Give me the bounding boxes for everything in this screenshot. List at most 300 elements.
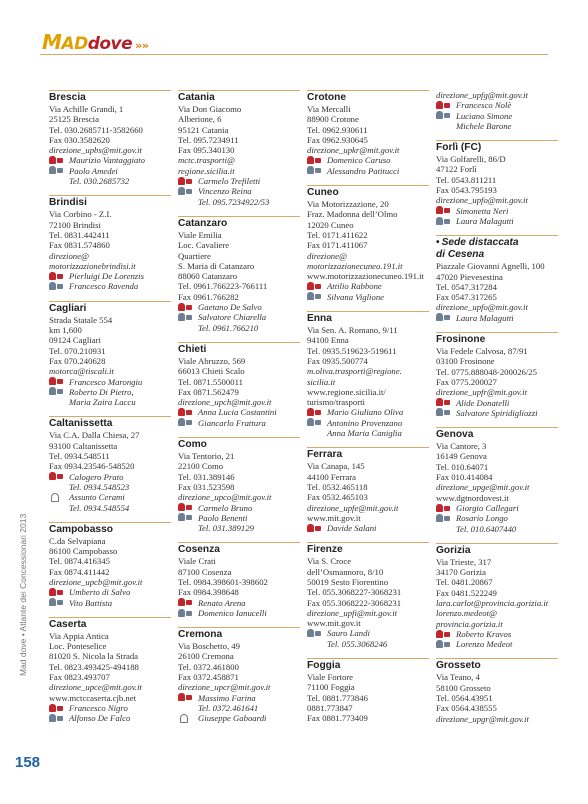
address-line: Fax 0543.795193 [436,185,497,196]
address-line: 94100 Enna [307,335,349,346]
address-line: Via Tentorio, 21 [178,451,235,462]
office-entry [436,427,558,534]
address-line: 47122 Forlì [436,164,477,175]
address-line: provincia.gorizia.it [436,618,503,629]
contact-link[interactable]: direzione_upfr@mit.gov.it [436,387,527,398]
address-line: 50019 Sesto Fiorentino [307,576,389,587]
person-outline-icon [49,493,64,502]
directory-column [307,90,429,780]
address-line: dell’Osmannoro, 8/10 [307,566,384,577]
address-line: 72100 Brindisi [49,219,101,230]
operator-icon-shape [307,282,314,290]
contact-icon [178,513,193,522]
operator-icon-shape [49,377,56,385]
contact-person [178,608,300,618]
contact-name: Tel. 031.389129 [198,523,254,534]
contact-name: Maria Zaira Laccu [69,397,136,408]
operator-icon-shape [307,156,314,164]
contact-icon [49,282,64,291]
contact-icon-shape [436,111,443,119]
contact-name: Maurizio Vantaggiato [69,155,146,166]
address-line: Via Trieste, 317 [436,556,492,567]
operator-icon-shape [49,272,56,280]
contact-icon-shape [307,629,314,637]
address-line: Tel. 0532.465118 [307,481,368,492]
logo-arrows-icon: »» [135,39,149,52]
contact-link[interactable]: lorenzo.medeot@ [436,608,497,619]
logo-m: M [42,30,62,54]
contact-name: Alide Donatelli [456,397,510,408]
office-entry [49,90,171,186]
contact-name: Salvatore Spiridigliozzi [456,407,538,418]
address-line: Tel. 0481.20867 [436,577,493,588]
contact-icon [49,166,64,175]
contact-name: Anna Lucia Costantini [198,407,277,418]
address-line: 26100 Cremona [178,651,234,662]
address-line: sicilia.it [307,376,336,387]
contact-name: Mario Giuliano Oliva [327,407,404,418]
person-outline-icon-shape [180,714,188,723]
contact-link[interactable]: direzione_upfo@mit.gov.it [436,195,528,206]
address-line: 66013 Chieti Scalo [178,366,245,377]
contact-link[interactable]: direzione_upcb@mit.gov.it [49,576,143,587]
office-entry [436,90,558,131]
address-line: 16149 Genova [436,451,487,462]
contact-icon-shape [307,292,314,300]
operator-icon-shape [178,177,185,185]
contact-name: Attilio Rabbone [327,281,382,292]
contact-name: Giorgio Callegari [456,502,519,513]
page-number: 158 [15,754,41,771]
contact-person [49,377,171,387]
contact-icon [436,514,451,523]
address-line: C.da Selvapiana [49,535,106,546]
office-title: Firenze [307,542,429,556]
contact-person [436,313,558,323]
contact-person [436,524,558,534]
contact-person [307,155,429,165]
address-line: Tel. 010.64071 [436,461,489,472]
directory-column [49,90,171,780]
contact-icon-shape [307,166,314,174]
operator-icon-shape [178,598,185,606]
address-line: Via Canapa, 145 [307,461,365,472]
operator-icon-shape [49,156,56,164]
office-title: Enna [307,311,429,325]
contact-person [436,121,558,131]
operator-icon [49,472,64,481]
contact-person [436,408,558,418]
address-line: Via C.A. Dalla Chiesa, 27 [49,430,140,441]
office-title: Catania [178,90,300,104]
contact-person [49,166,171,176]
contact-person [178,176,300,186]
office-entry [178,437,300,533]
contact-person [49,492,171,502]
contact-name: Antonino Provenzano [327,417,403,428]
contact-link[interactable]: direzione_upch@mit.gov.it [178,397,272,408]
address-line: Tel. 095.7234911 [178,134,239,145]
address-line: Fax 095.340130 [178,145,235,156]
contact-person [49,598,171,608]
contact-link[interactable]: direzione_upco@mit.gov.it [178,492,272,503]
office-entry [436,658,558,723]
office-entry [436,140,558,226]
contact-person [436,206,558,216]
office-title: Grosseto [436,658,558,672]
contact-person [436,503,558,513]
contact-person [49,397,171,407]
office-entry [307,90,429,176]
office-entry [436,235,558,323]
address-line: Viale Crati [178,556,216,567]
address-line: 93100 Caltanissetta [49,440,118,451]
office-entry [49,301,171,408]
operator-icon [436,206,451,215]
contact-person [178,418,300,428]
contact-link[interactable]: direzione@ [49,250,90,261]
contact-name: Tel. 0372.461641 [198,702,259,713]
contact-name: Tel. 0934.548523 [69,481,130,492]
contact-link[interactable]: www.mit.gov.it [307,512,361,523]
office-title: Catanzaro [178,216,300,230]
contact-link[interactable]: direzione_upfg@mit.gov.it [436,90,528,100]
contact-person [178,323,300,333]
address-line: Tel. 0871.5500011 [178,376,243,387]
contact-name: Tel. 0934.548554 [69,502,130,513]
contact-name: Silvana Viglione [327,291,385,302]
contact-icon [49,714,64,723]
contact-person [436,639,558,649]
address-line: Tel. 0831.442411 [49,229,110,240]
address-line: Fraz. Madonna dell’Olmo [307,209,398,220]
office-entry [49,195,171,291]
contact-name: Domenico Caruso [327,155,391,166]
contact-icon-shape [436,313,443,321]
operator-icon [178,303,193,312]
operator-icon-shape [49,472,56,480]
directory-column [436,90,558,780]
contact-link[interactable]: direzione_upce@mit.gov.it [49,682,142,693]
operator-icon [178,598,193,607]
contact-icon [436,217,451,226]
contact-link[interactable]: direzione_upfi@mit.gov.it [307,607,398,618]
side-caption-text: Mad dove • Atlante dei Concessionari 2013 [18,513,28,676]
operator-icon [307,524,322,533]
address-line: Fax 0831.574860 [49,240,110,251]
contact-link[interactable]: direzione_upge@mit.gov.it [436,482,530,493]
contact-person [49,271,171,281]
address-line: Fax 0871.562479 [178,386,239,397]
contact-link[interactable]: direzione_upbs@mit.gov.it [49,145,142,156]
directory-columns [49,90,559,780]
contact-name: Salvatore Chiarella [198,312,267,323]
operator-icon-shape [178,693,185,701]
office-entry [178,216,300,333]
operator-icon-shape [436,504,443,512]
contact-name: Davide Salani [327,523,377,534]
address-line: 22100 Como [178,461,224,472]
office-entry [178,627,300,723]
office-title: Genova [436,427,558,441]
address-line: Via Cantore, 3 [436,441,487,452]
office-entry [307,542,429,649]
contact-icon-shape [49,714,56,722]
contact-person [178,598,300,608]
address-line: Alberione, 6 [178,114,222,125]
contact-name: Renato Arena [198,597,246,608]
contact-name: Roberto Kravos [456,628,512,639]
contact-name: Francesco Marongiu [69,376,143,387]
address-line: 87100 Cosenza [178,566,232,577]
address-line: Via Corbino - Z.I. [49,209,112,220]
contact-person [307,407,429,417]
address-line: 12020 Cuneo [307,219,354,230]
address-line: Tel. 0874.416345 [49,556,110,567]
contact-icon-shape [178,187,185,195]
contact-link[interactable]: direzione_upgr@mit.gov.it [436,713,529,724]
contact-person [178,693,300,703]
contact-person [307,523,429,533]
address-line: Fax 0874.411442 [49,566,110,577]
contact-name: Michele Barone [456,120,512,131]
operator-icon-shape [49,704,56,712]
contact-name: Roberto Di Pietro, [69,386,134,397]
address-line: Fax 0547.317265 [436,292,497,303]
address-line: 03100 Frosinone [436,356,495,367]
address-line: Fax 0984.398648 [178,587,239,598]
contact-icon [307,166,322,175]
address-line: Tel. 0372.461800 [178,661,239,672]
address-line: Tel. 0547.317284 [436,281,497,292]
office-title-text: Sede distaccata [441,237,519,249]
maddove-logo [42,30,148,52]
operator-icon-shape [178,408,185,416]
office-entry [307,185,429,302]
contact-link[interactable]: direzione_upkr@mit.gov.it [307,145,400,156]
address-line: Fax 0823.493707 [49,672,110,683]
contact-icon [436,408,451,417]
office-entry [436,332,558,418]
person-outline-icon-shape [51,493,59,502]
office-title: Ferrara [307,447,429,461]
operator-icon [178,177,193,186]
contact-icon [178,609,193,618]
contact-person [49,587,171,597]
address-line: 88900 Crotone [307,114,359,125]
contact-link[interactable]: motorca@tiscali.it [49,366,114,377]
address-line: Tel. 031.389146 [178,471,235,482]
address-line: Tel. 0823.493425-494188 [49,661,139,672]
address-line: turismo/trasporti [307,397,365,408]
contact-person [436,111,558,121]
address-line: Tel. 0171.411622 [307,229,368,240]
address-line: Fax 070.240628 [49,355,106,366]
contact-link[interactable]: direzione_upfe@mit.gov.it [307,502,399,513]
address-line: Via Sen. A. Romano, 9/11 [307,325,398,336]
operator-icon-shape [178,303,185,311]
contact-icon-shape [178,513,185,521]
address-line: Fax 0532.465103 [307,492,368,503]
address-line: Tel. 0881.773846 [307,692,368,703]
contact-link[interactable]: direzione_upfo@mit.gov.it [436,302,528,313]
contact-person [49,703,171,713]
contact-icon [307,418,322,427]
contact-person [307,281,429,291]
address-line: Tel. 0934.548511 [49,451,110,462]
contact-link[interactable]: lara.carlot@provincia.gorizia.it [436,597,549,608]
address-line: km 1,600 [49,325,82,336]
address-line: Loc. Cavaliere [178,240,230,251]
office-entry [49,416,171,512]
operator-icon-shape [307,408,314,416]
address-line: motorizzazionebrindisi.it [49,260,136,271]
address-line: Tel. 030.2685711-3582660 [49,124,143,135]
address-line: 34170 Gorizia [436,567,486,578]
contact-person [436,398,558,408]
logo-dove: dove [87,34,133,54]
contact-icon-shape [307,418,314,426]
contact-link[interactable]: www.dgtnordovest.it [436,492,509,503]
address-line: 58100 Grosseto [436,682,491,693]
contact-icon [436,313,451,322]
contact-link[interactable]: mctc.trasporti@ [178,155,235,166]
contact-name: Francesco Nolè [456,100,512,111]
contact-link[interactable]: www.regione.sicilia.it/ [307,386,386,397]
contact-person [436,216,558,226]
operator-icon [178,693,193,702]
contact-name: Umberto di Salvo [69,587,131,598]
contact-link[interactable]: m.oliva.trasporti@regione. [307,366,402,377]
contact-name: Francesco Nigro [69,702,128,713]
contact-person [178,523,300,533]
address-line: Tel. 0984.398601-398602 [178,576,268,587]
address-line: 47020 Pievesestina [436,271,503,282]
office-title: Foggia [307,658,429,672]
contact-name: Calogero Prato [69,471,124,482]
contact-link[interactable]: www.mctccaserta.cjb.net [49,692,136,703]
address-line: Via Mercalli [307,104,351,114]
address-line: 44100 Ferrara [307,471,356,482]
contact-link[interactable]: direzione@ [307,250,348,261]
contact-name: Paolo Benenti [198,512,248,523]
contact-name: Carmelo Bruno [198,502,253,513]
address-line: Fax 031.523598 [178,481,235,492]
address-line: Fax 0962.930645 [307,134,368,145]
contact-link[interactable]: www.mit.gov.it [307,618,361,629]
address-line: Via Achille Grandi, 1 [49,104,124,114]
office-entry [307,311,429,438]
contact-person [178,186,300,196]
contact-name: Vito Battista [69,597,113,608]
address-line: Fax 010.414084 [436,472,493,483]
address-line: Fax 030.3582620 [49,134,110,145]
contact-person [178,302,300,312]
address-line: Viale Fortore [307,672,354,683]
contact-name: Tel. 030.2685732 [69,176,130,187]
contact-icon-shape [49,598,56,606]
office-title: Caserta [49,617,171,631]
contact-person [436,100,558,110]
operator-icon [436,398,451,407]
contact-name: Domenico Ianucelli [198,607,267,618]
contact-name: Tel. 055.3068246 [327,638,388,649]
contact-name: Francesco Ravenda [69,281,139,292]
contact-link[interactable]: direzione_upcr@mit.gov.it [178,682,271,693]
contact-icon-shape [436,640,443,648]
office-title: Brescia [49,90,171,104]
address-line: Fax 0775.200027 [436,376,497,387]
address-line: 88060 Catanzaro [178,271,238,282]
contact-name: Simonetta Neri [456,205,509,216]
operator-icon [307,408,322,417]
contact-name: Luciano Simone [456,110,513,121]
contact-person [49,482,171,492]
contact-icon-shape [178,609,185,617]
address-line: Via Boschetto, 49 [178,641,240,652]
contact-name: Pierluigi De Lorenzis [69,271,144,282]
address-line: Via Don Giacomo [178,104,242,114]
office-title: Cuneo [307,185,429,199]
operator-icon-shape [436,630,443,638]
office-entry [49,522,171,608]
contact-link[interactable]: www.motorizzazionecuneo.191.it [307,271,424,282]
office-entry [178,90,300,207]
contact-person [178,513,300,523]
address-line: Tel. 0961.766223-766111 [178,281,268,292]
contact-icon-shape [49,166,56,174]
address-line: Loc. Ponteselice [49,641,107,652]
address-line: Fax 0372.458871 [178,672,239,683]
operator-icon [49,377,64,386]
contact-person [307,166,429,176]
operator-icon [49,156,64,165]
operator-icon [178,503,193,512]
logo-ad: AD [61,34,88,54]
contact-person [178,197,300,207]
contact-icon [178,187,193,196]
contact-person [436,513,558,523]
address-line: 81020 S. Nicola la Strada [49,651,139,662]
contact-name: Vincenzo Reina [198,186,252,197]
address-line: Fax 0934.23546-548520 [49,461,135,472]
contact-person [49,281,171,291]
office-title: Chieti [178,342,300,356]
address-line: 71100 Foggia [307,682,355,693]
contact-name: Tel. 095.7234922/53 [198,196,270,207]
header-divider [40,54,548,55]
directory-column [178,90,300,780]
contact-name: Carmelo Trefiletti [198,176,261,187]
page-header [0,0,588,72]
office-title: Crotone [307,90,429,104]
address-line: Viale Abruzzo, 569 [178,355,246,366]
address-line: Tel. 055.3068227-3068231 [307,587,402,598]
contact-icon-shape [178,418,185,426]
contact-name: Giancarlo Frattura [198,417,266,428]
contact-name: Laura Malagutti [456,312,514,323]
contact-icon [307,629,322,638]
address-line: Via S. Croce [307,556,352,567]
office-title [436,235,558,261]
contact-name: Tel. 0961.766210 [198,322,259,333]
address-line: Viale Emilia [178,229,222,240]
contact-name: Tel. 010.6407440 [456,523,517,534]
office-title: Caltanissetta [49,416,171,430]
contact-name: Assunto Cerami [69,492,125,503]
operator-icon [178,408,193,417]
contact-person [178,312,300,322]
